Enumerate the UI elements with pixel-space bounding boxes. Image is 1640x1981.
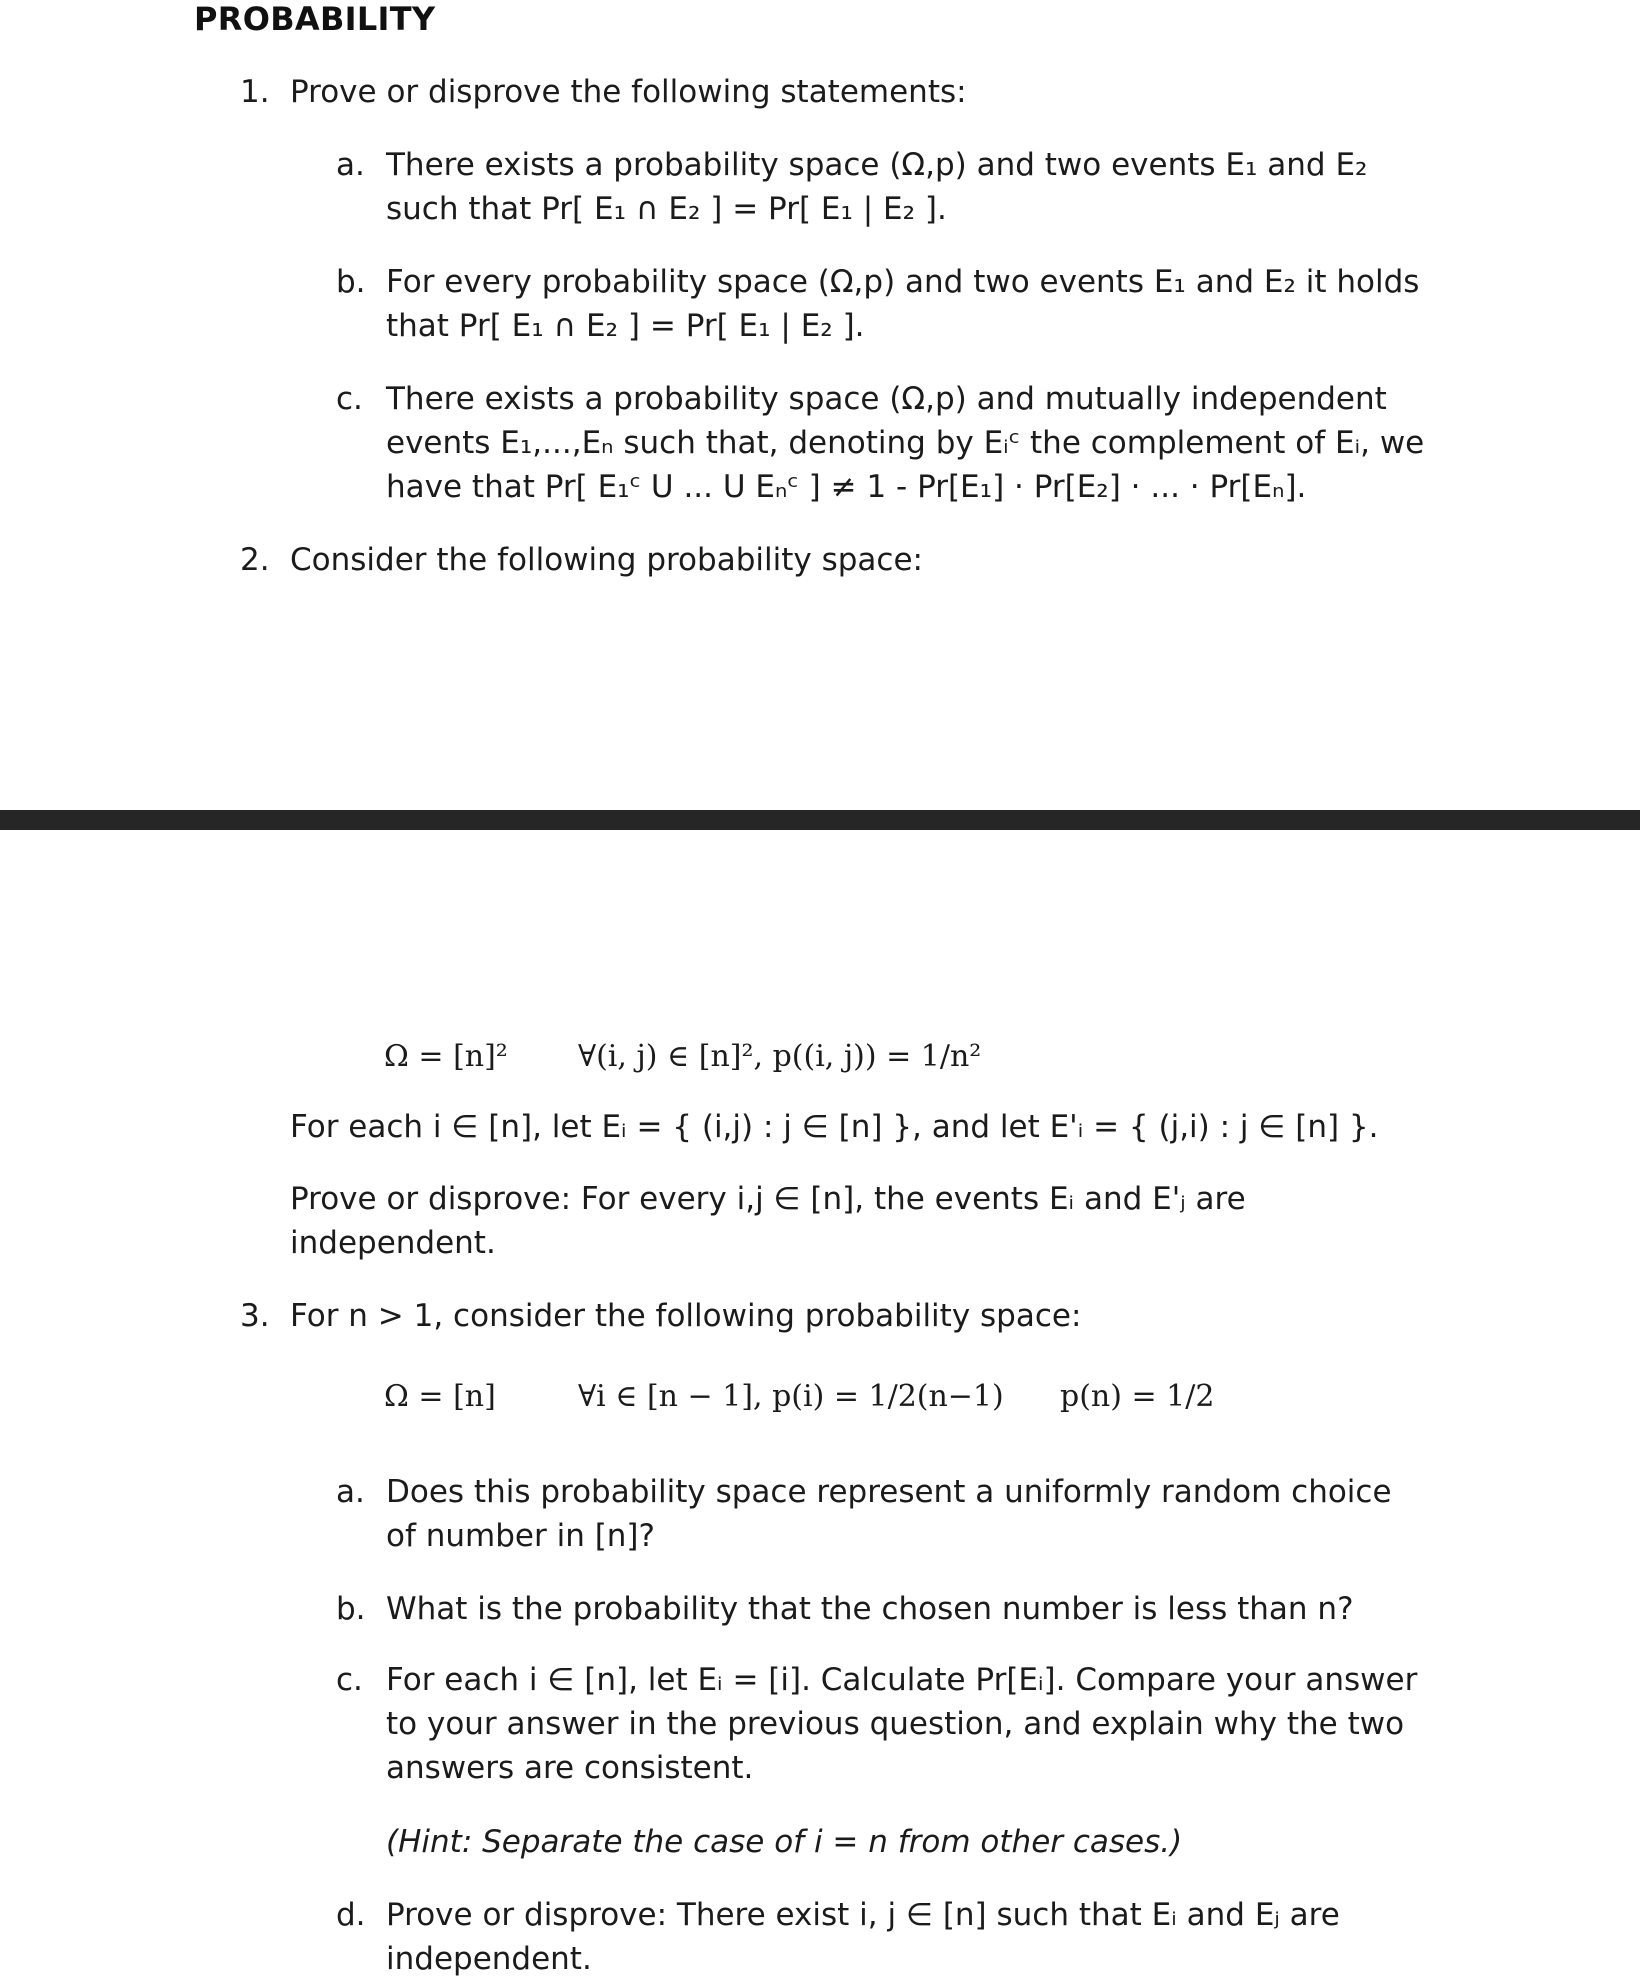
q3c-line2: to your answer in the previous question, and explain why the two xyxy=(386,1706,1405,1742)
q1c-line3: have that Pr[ E₁ᶜ U ... U Eₙᶜ ] ≠ 1 - Pr[E₁] · Pr[E₂] · ... · Pr[Eₙ]. xyxy=(386,469,1307,505)
q1b-line2: that Pr[ E₁ ∩ E₂ ] = Pr[ E₁ | E₂ ]. xyxy=(386,308,865,344)
q2-prove-line1: Prove or disprove: For every i,j ∈ [n], the events Eᵢ and E'ⱼ are xyxy=(290,1181,1246,1217)
q3a-line1: Does this probability space represent a uniformly random choice xyxy=(386,1474,1392,1510)
q2-formula-omega: Ω = [n]² xyxy=(384,1039,508,1074)
q1a-line2: such that Pr[ E₁ ∩ E₂ ] = Pr[ E₁ | E₂ ]. xyxy=(386,191,947,227)
q3a-line2: of number in [n]? xyxy=(386,1518,655,1554)
q3c-label: c. xyxy=(336,1662,363,1698)
q3c-line3: answers are consistent. xyxy=(386,1750,754,1786)
q3-number: 3. xyxy=(240,1298,270,1334)
q1-number: 1. xyxy=(240,74,270,110)
q3-formula-probability: ∀i ∈ [n − 1], p(i) = 1/2(n−1) xyxy=(578,1379,1004,1414)
q3a-label: a. xyxy=(336,1474,365,1510)
q1a-label: a. xyxy=(336,147,365,183)
page-title: PROBABILITY xyxy=(194,0,436,38)
q3-text: For n > 1, consider the following probability space: xyxy=(290,1298,1082,1334)
q1c-label: c. xyxy=(336,381,363,417)
q3-formula-omega: Ω = [n] xyxy=(384,1379,496,1414)
q2-formula-probability: ∀(i, j) ∈ [n]², p((i, j)) = 1/n² xyxy=(578,1039,982,1074)
q1b-line1: For every probability space (Ω,p) and two events E₁ and E₂ it holds xyxy=(386,264,1420,300)
q3-formula-pn: p(n) = 1/2 xyxy=(1060,1379,1215,1414)
q1c-line1: There exists a probability space (Ω,p) and mutually independent xyxy=(386,381,1387,417)
q1a-line1: There exists a probability space (Ω,p) and two events E₁ and E₂ xyxy=(386,147,1368,183)
q1b-label: b. xyxy=(336,264,366,300)
q3b-line1: What is the probability that the chosen number is less than n? xyxy=(386,1591,1354,1627)
q1c-line2: events E₁,...,Eₙ such that, denoting by Eᵢᶜ the complement of Eᵢ, we xyxy=(386,425,1425,461)
q3d-line1: Prove or disprove: There exist i, j ∈ [n] such that Eᵢ and Eⱼ are xyxy=(386,1897,1340,1933)
q2-number: 2. xyxy=(240,542,270,578)
q2-events-definition: For each i ∈ [n], let Eᵢ = { (i,j) : j ∈ [n] }, and let E'ᵢ = { (j,i) : j ∈ [n] }. xyxy=(290,1109,1379,1145)
q3d-line2: independent. xyxy=(386,1941,592,1977)
q2-prove-line2: independent. xyxy=(290,1225,496,1261)
q3d-label: d. xyxy=(336,1897,366,1933)
q2-text: Consider the following probability space: xyxy=(290,542,923,578)
q3b-label: b. xyxy=(336,1591,366,1627)
q3c-line1: For each i ∈ [n], let Eᵢ = [i]. Calculate Pr[Eᵢ]. Compare your answer xyxy=(386,1662,1418,1698)
q1-text: Prove or disprove the following statements: xyxy=(290,74,967,110)
q3-hint: (Hint: Separate the case of i = n from other cases.) xyxy=(386,1824,1183,1860)
page-divider xyxy=(0,810,1640,830)
